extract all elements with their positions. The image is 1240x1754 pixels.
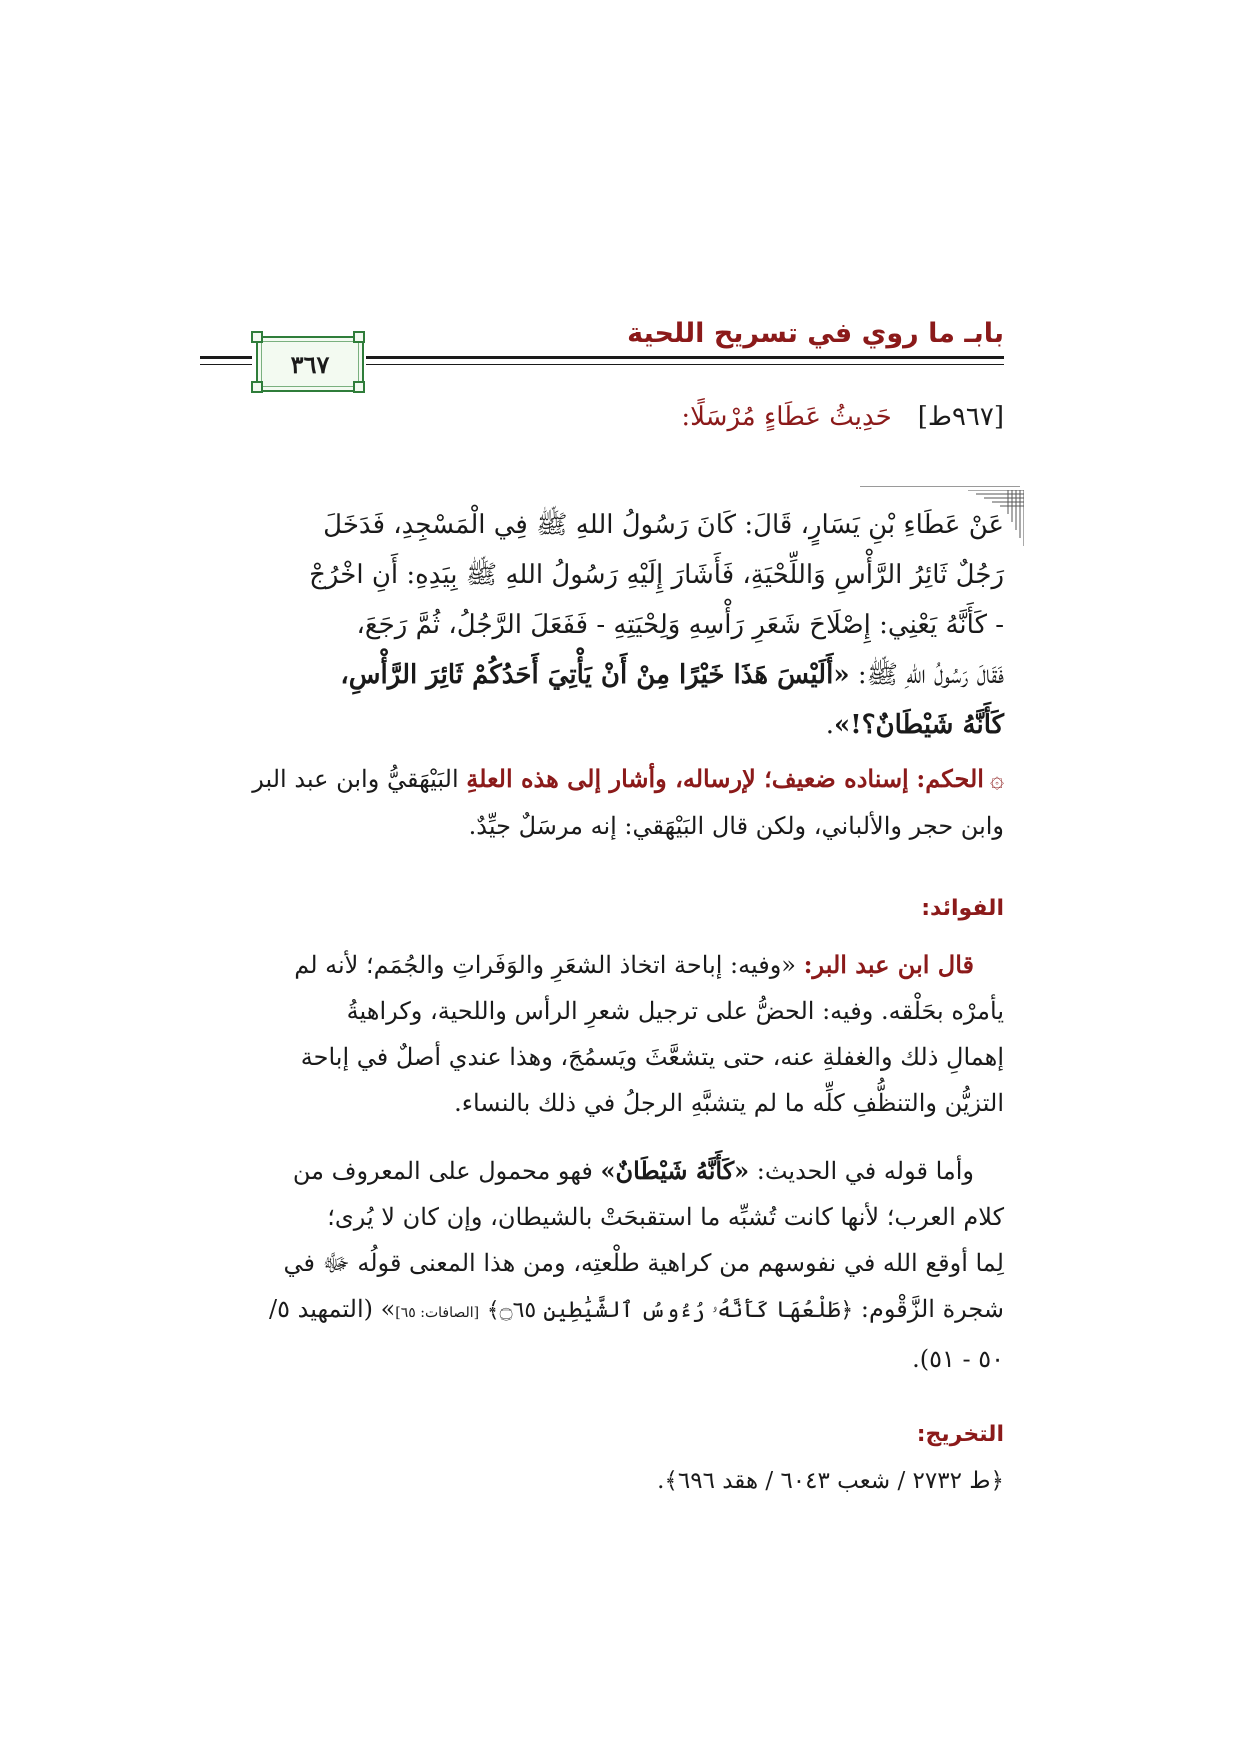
hadith-text: [222, 500, 1004, 750]
paragraph-line: [234, 1286, 1004, 1336]
ruling-line: وابن حجر والألباني، ولكن قال البَيْهَقي: إنه مرسَلٌ جيِّدٌ.: [468, 812, 1004, 840]
paragraph-line: التزيُّن والتنظُّفِ كلِّه ما لم يتشبَّهِ الرجلُ في ذلك بالنساء.: [454, 1089, 1004, 1117]
hadith-line: عَنْ عَطَاءِ بْنِ يَسَارٍ، قَالَ: كَانَ رَسُولُ اللهِ ﷺ فِي الْمَسْجِدِ، فَدَخَلَ: [323, 510, 1004, 540]
chapter-title: بابـ ما روي في تسريح اللحية: [627, 318, 1004, 349]
fawaid-paragraph: [234, 942, 1004, 1126]
hadith-line: رَجُلٌ ثَائِرُ الرَّأْسِ وَاللِّحْيَةِ، فَأَشَارَ إِلَيْهِ رَسُولُ اللهِ ﷺ بِيَدِهِ: أَنِ اخْرُجْ: [309, 560, 1004, 590]
paragraph-text: فهو محمول على المعروف من: [292, 1157, 601, 1185]
header-rule-right-thin: [366, 364, 1004, 365]
paragraph-text: «وفيه: إباحة اتخاذ الشعَرِ والوَفَراتِ والجُمَم؛ لأنه لم: [294, 951, 804, 979]
ruling-verdict: إسناده ضعيف؛ لإرساله، وأشار إلى هذه العلةِ: [466, 764, 909, 793]
badge-corner-ornament: [353, 381, 365, 393]
paragraph-text: وأما قوله في الحديث:: [749, 1157, 974, 1185]
ruling-line: [234, 755, 1004, 803]
hadith-title: حَدِيثُ عَطَاءٍ مُرْسَلًا:: [681, 402, 892, 432]
takhrij-label: التخريج:: [916, 1422, 1004, 1447]
hadith-line-end: .: [825, 710, 835, 740]
speaker-name: قال ابن عبد البر:: [803, 950, 974, 979]
hadith-line: [222, 650, 1004, 700]
paragraph-text: شجرة الزَّقْوم:: [853, 1295, 1004, 1323]
page-number-badge: [256, 336, 364, 392]
fawaid-label: الفوائد:: [921, 896, 1004, 921]
ruling-label: الحكم:: [916, 764, 984, 793]
ruling-section: [234, 755, 1004, 850]
hadith-heading: [404, 402, 1004, 432]
paragraph-line: [234, 942, 1004, 988]
hadith-number: [٩٦٧ط]: [917, 402, 1004, 432]
quran-verse: ﴿طَلْعُهَا كَأَنَّهُۥ رُءُوسُ ٱلشَّيَٰطِينِ ۝٦٥﴾: [486, 1298, 854, 1323]
paragraph-line: إهمالِ ذلك والغفلةِ عنه، حتى يتشعَّثَ ويَسمُجَ، وهذا عندي أصلٌ في إباحة: [300, 1043, 1004, 1071]
hadith-line-plain: فَقَالَ رَسُولُ اللهِ ﷺ:: [849, 660, 1004, 690]
header-rule-left: [200, 356, 252, 359]
paragraph-line: ٥٠ - ٥١).: [912, 1345, 1004, 1373]
page-number: ٣٦٧: [290, 349, 330, 379]
badge-corner-ornament: [353, 331, 365, 343]
quoted-phrase: «كَأَنَّهُ شَيْطَانٌ»: [600, 1156, 750, 1185]
paragraph-line: كلام العرب؛ لأنها كانت تُشبِّه ما استقبحَتْ بالشيطان، وإن كان لا يُرى؛: [327, 1203, 1004, 1231]
header-rule-left-thin: [200, 364, 252, 365]
badge-corner-ornament: [251, 331, 263, 343]
badge-corner-ornament: [251, 381, 263, 393]
flower-ornament-icon: ۞: [989, 765, 1004, 793]
paragraph-line: لِما أوقع الله في نفوسهم من كراهية طلْعتِه، ومن هذا المعنى قولُه ﷻ في: [283, 1249, 1004, 1277]
hadith-quote: «أَلَيْسَ هَذَا خَيْرًا مِنْ أَنْ يَأْتِيَ أَحَدُكُمْ ثَائِرَ الرَّأْسِ،: [340, 660, 850, 690]
takhrij-text: ﴿ط ٢٧٣٢ / شعب ٦٠٤٣ / هقد ٦٩٦﴾.: [657, 1468, 1004, 1494]
paragraph-line: يأمرْه بحَلْقه. وفيه: الحضُّ على ترجيل شعرِ الرأس واللحية، وكراهيةُ: [346, 997, 1004, 1025]
ruling-text: البَيْهَقيُّ وابن عبد البر: [252, 765, 467, 793]
paragraph-text: » (التمهيد ٥/: [269, 1295, 396, 1323]
heading-underline: [860, 486, 1020, 487]
verse-reference: [الصافات: ٦٥]: [395, 1305, 480, 1321]
hadith-quote: كَأَنَّهُ شَيْطَانٌ؟!»: [834, 710, 1004, 740]
header-rule-right: [366, 356, 1004, 359]
paragraph-line: [234, 1148, 1004, 1194]
fawaid-paragraph: [234, 1148, 1004, 1382]
hadith-line: - كَأَنَّهُ يَعْنِي: إِصْلَاحَ شَعَرِ رَأْسِهِ وَلِحْيَتِهِ - فَفَعَلَ الرَّجُلُ، ثُمَّ رَجَعَ،: [356, 610, 1004, 640]
hadith-line: [222, 700, 1004, 750]
